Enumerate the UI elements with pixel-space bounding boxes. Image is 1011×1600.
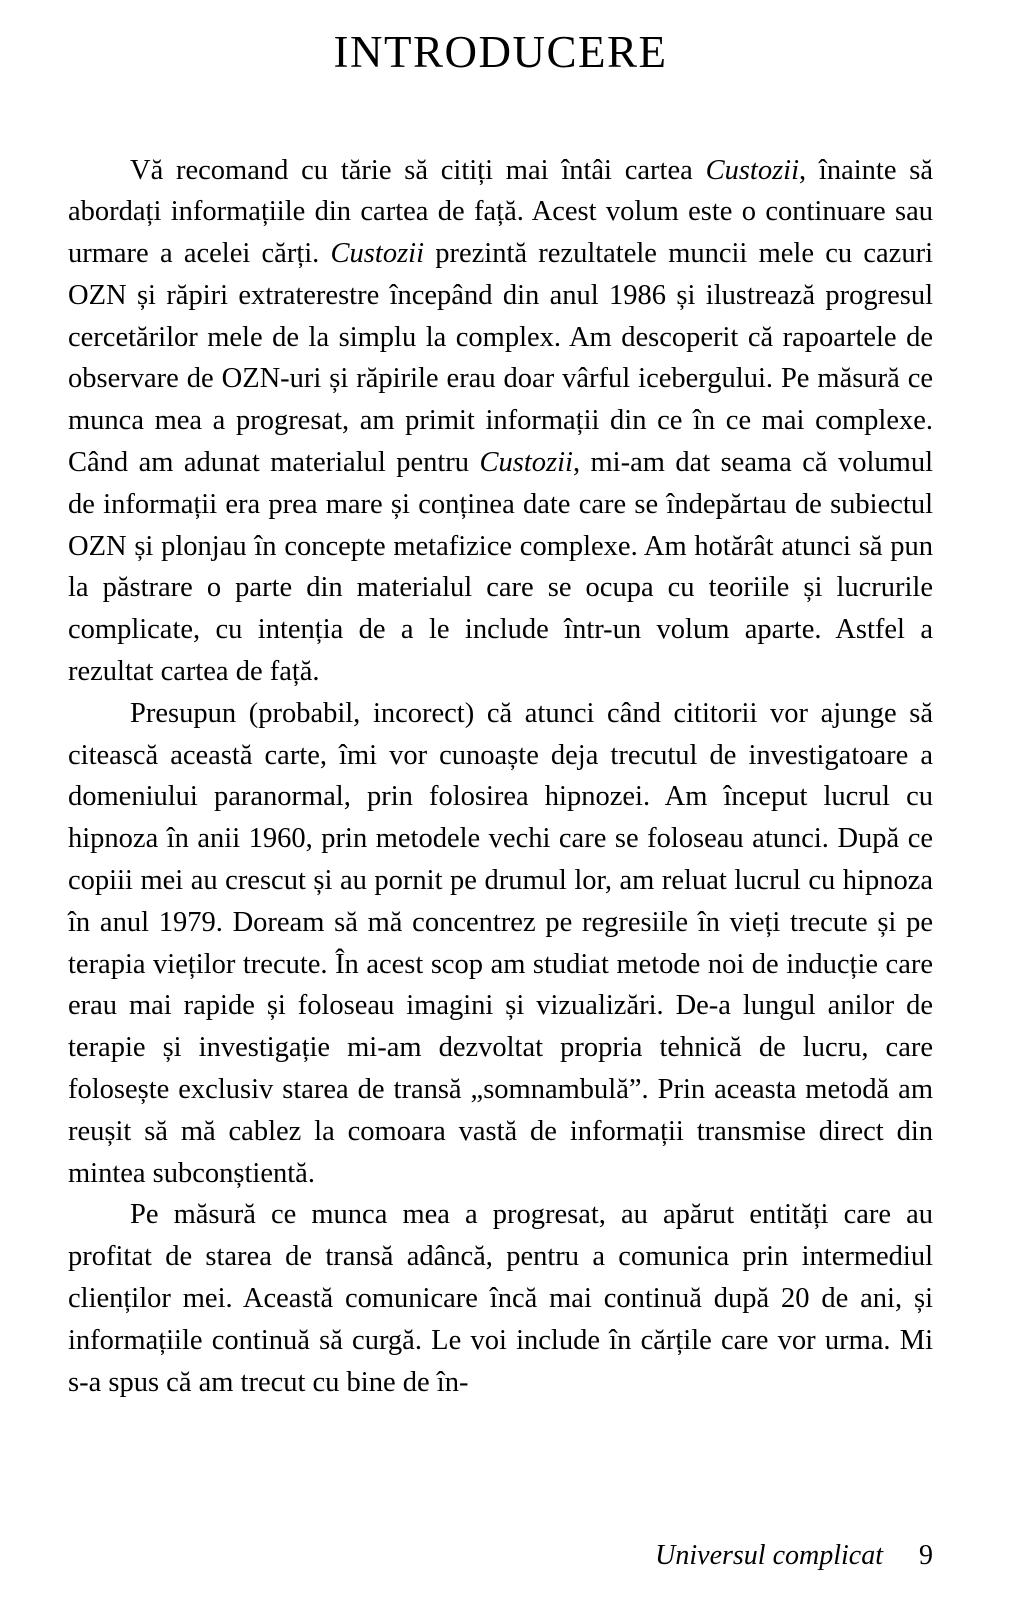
running-title: Universul complicat: [655, 1540, 883, 1571]
italic-title: Custozii: [330, 238, 424, 270]
italic-title: Custozii: [479, 447, 573, 479]
italic-title: Custozii: [705, 154, 800, 186]
paragraph-2: Presupun (probabil, incorect) că atunci când cititorii vor ajunge să citească această carte, îmi vor cunoaște deja trecutul de investigatoare a domeniului paranormal, prin folosirea hipnozei. Am început lucrul cu hipnoza în anii 1960, prin metodele vechi care se foloseau atunci. După ce copiii mei au crescut și au pornit pe drumul lor, am reluat lucrul cu hipnoza în anul 1979. Doream să mă concentrez pe regresiile în vieți trecute și pe terapia vieților trecute. În acest scop am studiat metode noi de inducție care erau mai rapide și foloseau imagini și vizualizări. De-a lungul anilor de terapie și investigație mi-am dezvoltat propria tehnică de lucru, care folosește exclusiv starea de transă „somnambulă”. Prin aceasta metodă am reușit să mă cablez la comoara vastă de informații transmise direct din mintea subconștientă.: [68, 697, 933, 1189]
page-number: 9: [919, 1540, 933, 1571]
body-text-block: [68, 150, 933, 1404]
paragraph-1: Vă recomand cu tărie să citiți mai întâi cartea Custozii, înainte să abordați informațiile din cartea de față. Acest volum este o continuare sau urmare a acelei cărți. Custozii prezintă rezultatele muncii mele cu cazuri OZN și răpiri extraterestre începând din anul 1986 și ilustrează progresul cercetărilor mele de la simplu la complex. Am descoperit că rapoartele de observare de OZN-uri și răpirile erau doar vârful icebergului. Pe măsură ce munca mea a progresat, am primit informații din ce în ce mai complexe. Când am adunat materialul pentru Custozii, mi-am dat seama că volumul de informații era prea mare și conținea date care se îndepărtau de subiectul OZN și plonjau în concepte metafizice complexe. Am hotărât atunci să pun la păstrare o parte din materialul care se ocupa cu teoriile și lucrurile complicate, cu intenția de a le include într-un volum aparte. Astfel a rezultat cartea de față.: [68, 154, 934, 688]
chapter-title: INTRODUCERE: [333, 27, 668, 77]
page-footer: [68, 1540, 933, 1572]
paragraph-3: Pe măsură ce munca mea a progresat, au apărut entități care au profitat de starea de transă adâncă, pentru a comunica prin intermediul clienților mei. Această comunicare încă mai continuă după 20 de ani, și informațiile continuă să curgă. Le voi include în cărțile care vor urma. Mi s-a spus că am trecut cu bine de în-: [68, 1199, 933, 1398]
